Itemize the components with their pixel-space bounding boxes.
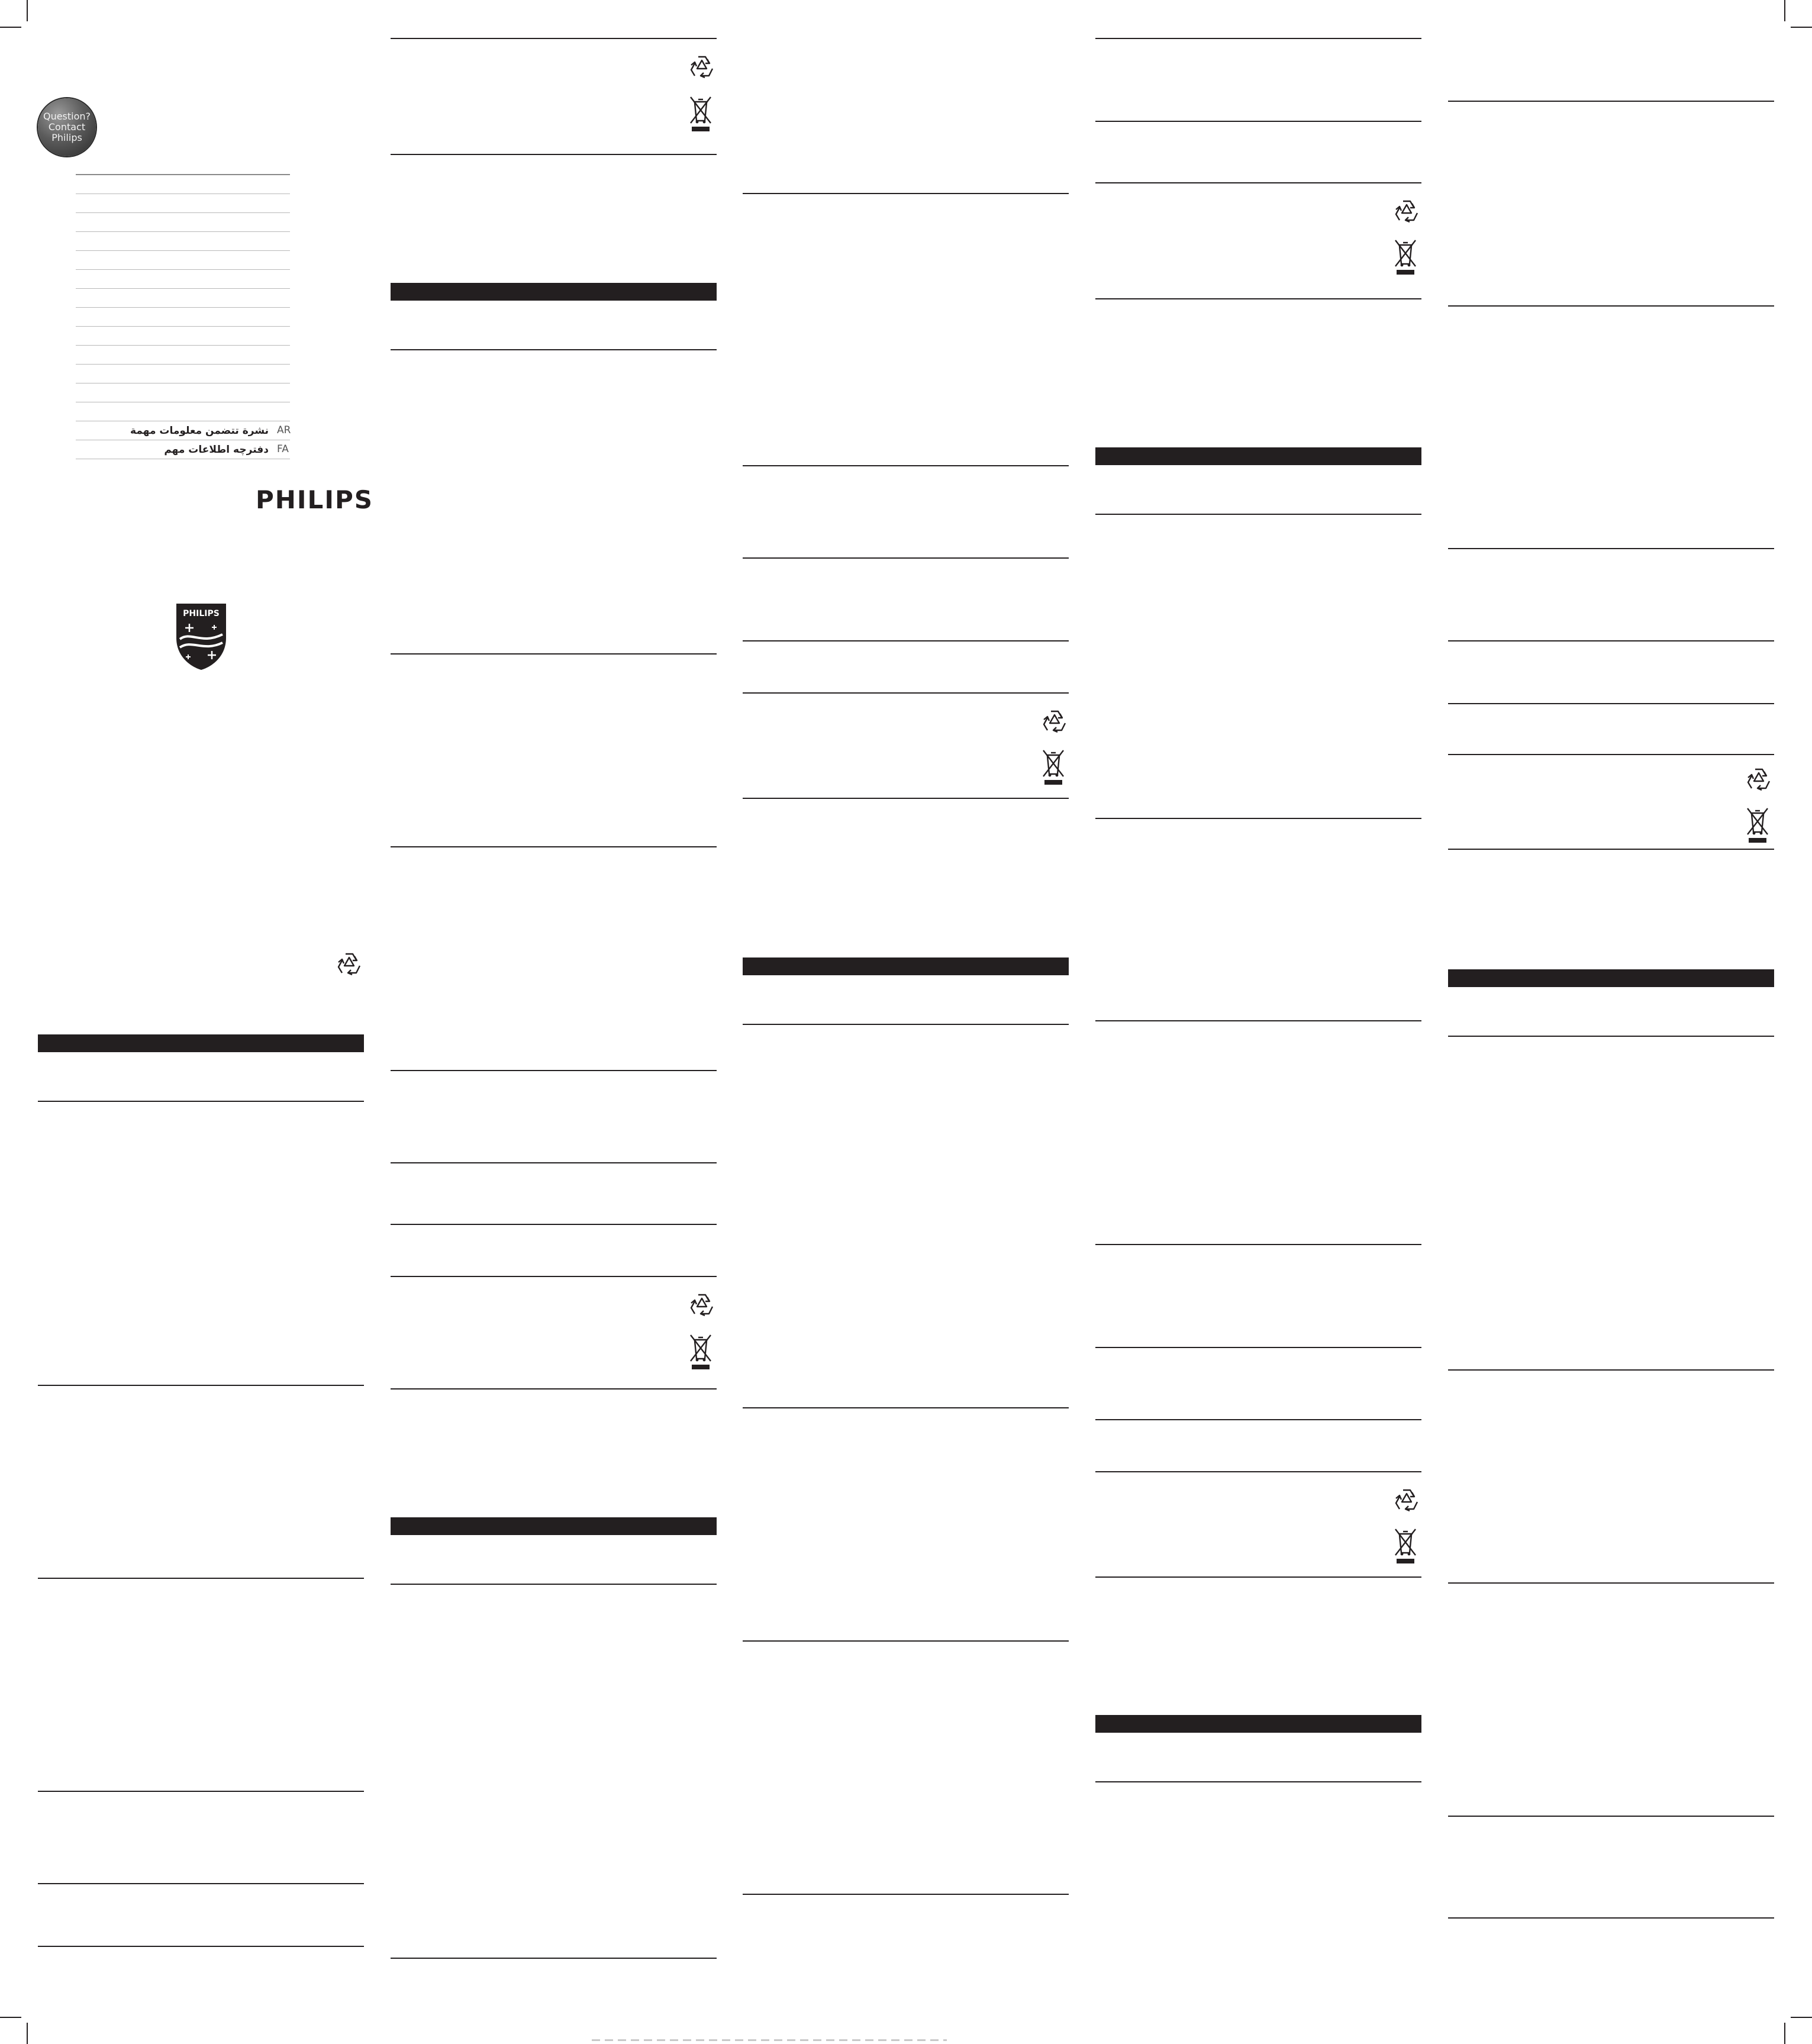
- section-rule: [391, 1584, 717, 1585]
- language-row-rule: [76, 212, 290, 213]
- section-rule: [1448, 1816, 1774, 1817]
- badge-line-1: Question?: [43, 111, 91, 122]
- section-rule: [743, 1024, 1069, 1025]
- language-title-ar: نشرة تتضمن معلومات مهمة: [130, 425, 269, 437]
- section-rule: [743, 1894, 1069, 1895]
- crop-mark-tl-v: [27, 0, 28, 21]
- section-rule: [743, 640, 1069, 641]
- section-rule: [1095, 1244, 1421, 1245]
- recycle-icon: [335, 950, 363, 979]
- language-code-fa: FA: [277, 443, 289, 455]
- crossed-out-bin-icon: [1394, 238, 1417, 277]
- section-heading-bar: [1095, 1715, 1421, 1733]
- crossed-out-bin-icon: [689, 95, 712, 134]
- section-rule: [391, 38, 717, 39]
- crop-mark-bl-v: [27, 2023, 28, 2044]
- section-rule: [1448, 754, 1774, 755]
- section-rule: [38, 1101, 364, 1102]
- section-rule: [1448, 1582, 1774, 1584]
- shield-label: PHILIPS: [183, 609, 220, 618]
- badge-line-3: Philips: [51, 132, 82, 143]
- section-rule: [1448, 703, 1774, 704]
- language-row-rule: [76, 269, 290, 270]
- section-rule: [1448, 1036, 1774, 1037]
- section-heading-bar: [1448, 969, 1774, 987]
- section-rule: [391, 349, 717, 350]
- section-rule: [1448, 849, 1774, 850]
- section-rule: [391, 154, 717, 155]
- section-rule: [38, 1883, 364, 1884]
- crossed-out-bin-icon: [1042, 748, 1065, 787]
- section-rule: [38, 1578, 364, 1579]
- section-rule: [743, 465, 1069, 466]
- crop-mark-bl-h: [0, 2017, 21, 2018]
- recycle-icon: [1392, 1487, 1421, 1515]
- section-rule: [1095, 818, 1421, 819]
- philips-wordmark: PHILIPS: [256, 485, 373, 514]
- section-heading-bar: [1095, 447, 1421, 465]
- section-rule: [743, 798, 1069, 799]
- section-rule: [743, 557, 1069, 559]
- section-rule: [38, 1385, 364, 1386]
- crossed-out-bin-icon: [1394, 1527, 1417, 1566]
- section-rule: [391, 1276, 717, 1277]
- section-rule: [1095, 1781, 1421, 1782]
- language-row-rule: [76, 231, 290, 232]
- language-row-rule: [76, 345, 290, 346]
- crop-mark-br-v: [1784, 2023, 1785, 2044]
- philips-shield-logo: [174, 601, 228, 671]
- recycle-icon: [1392, 198, 1421, 226]
- crossed-out-bin-icon: [1746, 806, 1769, 845]
- section-rule: [1448, 101, 1774, 102]
- section-rule: [1095, 1419, 1421, 1420]
- section-rule: [391, 1162, 717, 1163]
- language-row-rule: [76, 364, 290, 365]
- section-rule: [1095, 1347, 1421, 1348]
- crossed-out-bin-icon: [689, 1333, 712, 1372]
- section-rule: [743, 193, 1069, 194]
- section-rule: [1095, 182, 1421, 183]
- section-rule: [391, 1224, 717, 1225]
- language-row-rule: [76, 326, 290, 327]
- crop-mark-tr-h: [1791, 27, 1812, 28]
- section-heading-bar: [391, 1517, 717, 1535]
- section-rule: [391, 1388, 717, 1389]
- crop-mark-br-h: [1791, 2017, 1812, 2018]
- language-title-fa: دفترچه اطلاعات مهم: [164, 444, 269, 456]
- section-rule: [1095, 298, 1421, 299]
- section-heading-bar: [391, 283, 717, 301]
- section-rule: [743, 1407, 1069, 1408]
- section-rule: [743, 1640, 1069, 1642]
- section-rule: [1095, 1576, 1421, 1578]
- section-rule: [391, 1070, 717, 1071]
- language-code-ar: AR: [277, 424, 291, 436]
- section-rule: [391, 653, 717, 655]
- section-rule: [1448, 548, 1774, 549]
- section-rule: [38, 1946, 364, 1947]
- section-rule: [391, 846, 717, 847]
- section-rule: [1448, 1917, 1774, 1919]
- crop-mark-tr-v: [1784, 0, 1785, 21]
- language-list-top-rule: [76, 174, 290, 175]
- section-rule: [1448, 1369, 1774, 1371]
- badge-line-2: Contact: [48, 121, 86, 133]
- recycle-icon: [688, 1291, 716, 1320]
- question-contact-badge: [38, 98, 96, 156]
- section-rule: [1095, 38, 1421, 39]
- section-rule: [38, 1791, 364, 1792]
- recycle-icon: [1745, 766, 1773, 794]
- recycle-icon: [688, 53, 716, 82]
- section-heading-bar: [743, 957, 1069, 975]
- section-rule: [743, 692, 1069, 694]
- recycle-icon: [1040, 708, 1069, 736]
- section-rule: [1448, 640, 1774, 641]
- section-rule: [391, 1958, 717, 1959]
- section-rule: [1095, 1471, 1421, 1472]
- section-rule: [1095, 121, 1421, 122]
- section-heading-bar: [38, 1034, 364, 1052]
- print-slug: [592, 2039, 947, 2041]
- section-rule: [1448, 305, 1774, 307]
- language-row-rule: [76, 288, 290, 289]
- language-row-rule: [76, 307, 290, 308]
- section-rule: [1095, 514, 1421, 515]
- section-rule: [1095, 1020, 1421, 1021]
- crop-mark-tl-h: [0, 27, 21, 28]
- language-row-rule: [76, 250, 290, 251]
